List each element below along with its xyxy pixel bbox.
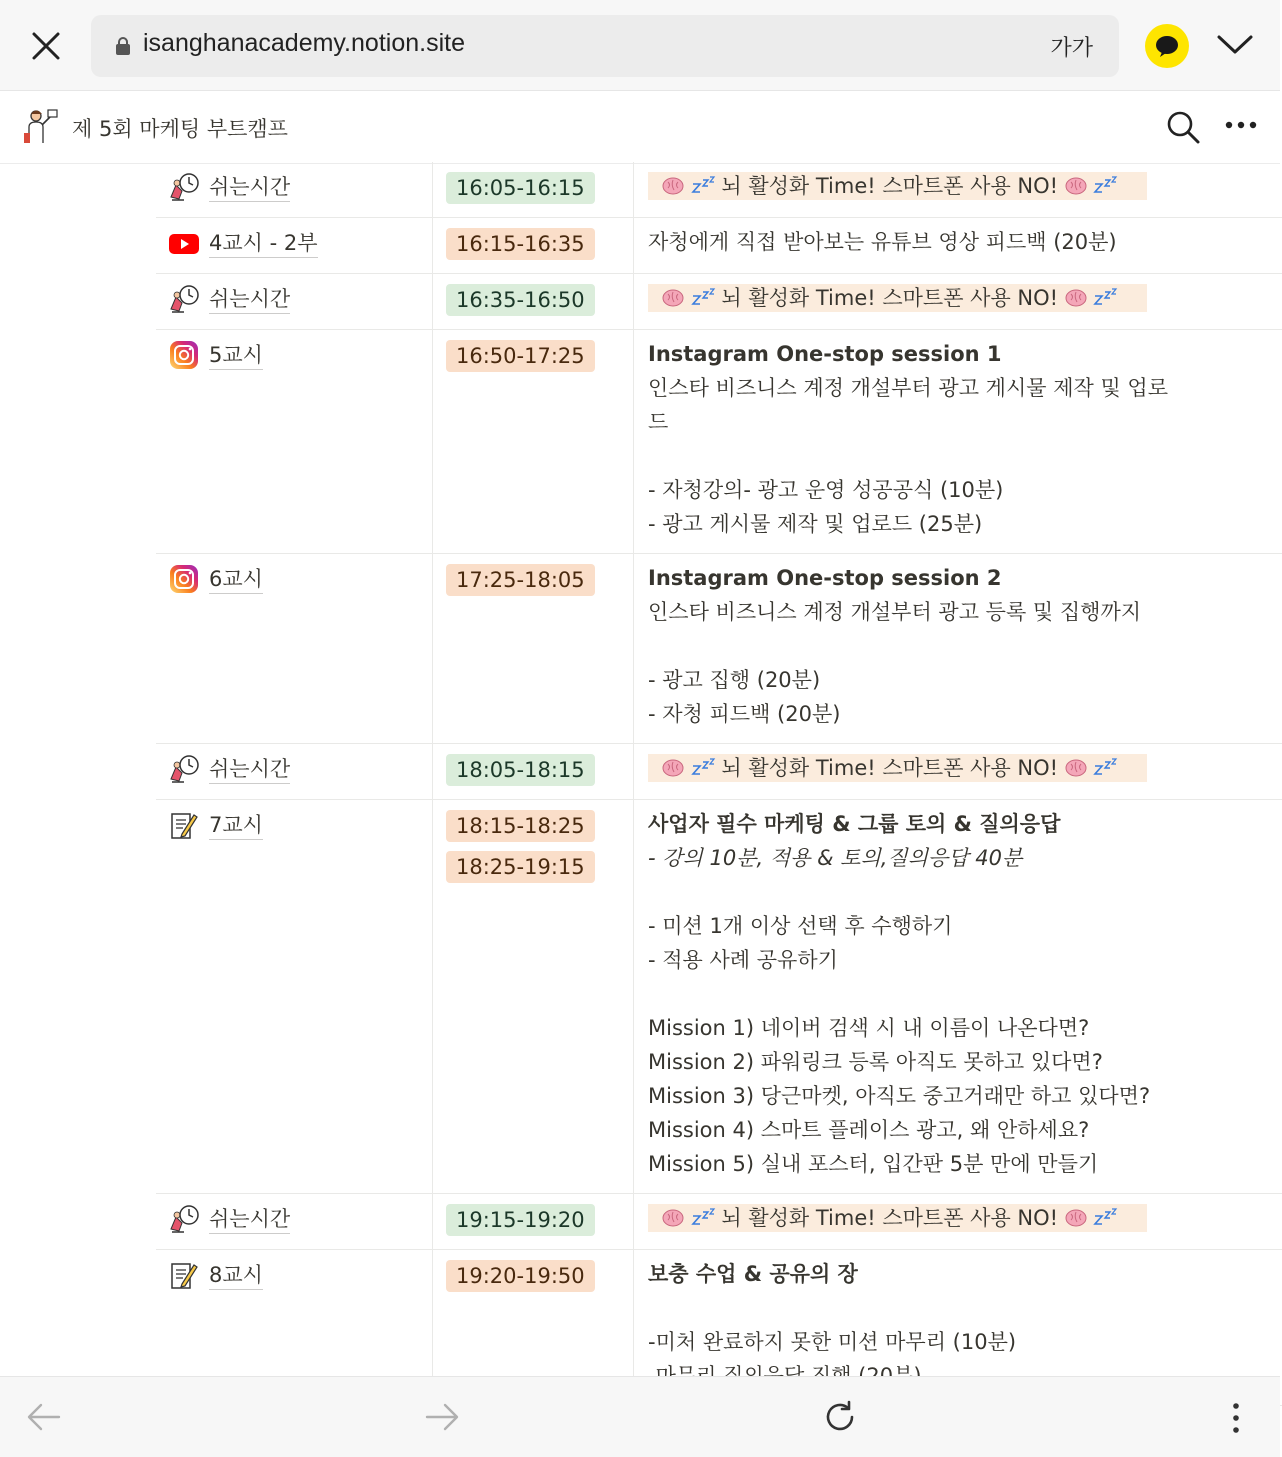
brain-text: 뇌 활성화 Time! 스마트폰 사용 NO! — [721, 756, 1059, 780]
page-content — [0, 164, 1280, 1374]
session-label[interactable]: 5교시 — [209, 341, 263, 370]
description-line: - 적용 사례 공유하기 — [648, 948, 838, 972]
description-cell — [634, 744, 1282, 797]
session-cell[interactable] — [156, 162, 432, 204]
zzz-icon — [1093, 286, 1117, 310]
description-line: - 자청 피드백 (20분) — [648, 702, 841, 726]
instagram-icon — [168, 563, 200, 595]
description-line — [648, 439, 1268, 473]
description-cell — [634, 1194, 1282, 1247]
session-cell[interactable] — [156, 1250, 432, 1292]
description-line: 인스타 비즈니스 계정 개설부터 광고 등록 및 집행까지 — [648, 600, 1142, 624]
instagram-icon — [168, 339, 200, 371]
time-cell — [433, 1194, 633, 1249]
session-cell[interactable] — [156, 274, 432, 316]
time-tag: 17:25-18:05 — [446, 564, 595, 596]
description-line: 보충 수업 & 공유의 장 — [648, 1262, 858, 1286]
brain-icon — [1065, 174, 1087, 198]
time-cell — [433, 1250, 633, 1305]
search-icon[interactable] — [1165, 109, 1201, 145]
brain-text: 뇌 활성화 Time! 스마트폰 사용 NO! — [721, 286, 1059, 310]
schedule-row — [156, 162, 1282, 218]
session-label[interactable]: 8교시 — [209, 1261, 263, 1290]
brain-icon — [662, 174, 684, 198]
session-label[interactable]: 6교시 — [209, 565, 263, 594]
description-line — [648, 875, 1268, 909]
rest-icon — [168, 171, 200, 203]
browser-toolbar — [0, 0, 1280, 91]
more-options-icon[interactable] — [1224, 115, 1258, 135]
brain-icon — [662, 756, 684, 780]
description-line — [648, 977, 1268, 1011]
brain-icon — [662, 1206, 684, 1230]
description-line: 인스타 비즈니스 계정 개설부터 광고 게시물 제작 및 업로 — [648, 376, 1168, 400]
lock-icon — [115, 37, 131, 55]
description-line: Instagram One-stop session 1 — [648, 342, 1002, 366]
description-line: -미처 완료하지 못한 미션 마무리 (10분) — [648, 1330, 1017, 1354]
schedule-row — [156, 274, 1282, 330]
time-tag: 19:15-19:20 — [446, 1204, 595, 1236]
browser-bottom-bar — [0, 1376, 1280, 1457]
close-icon[interactable] — [30, 30, 62, 62]
time-cell — [433, 162, 633, 217]
youtube-icon — [168, 227, 200, 259]
brain-icon — [1065, 286, 1087, 310]
description-cell — [634, 554, 1282, 743]
description-line: - 강의 10분, 적용 & 토의,질의응답 40분 — [648, 846, 1023, 870]
session-label[interactable]: 4교시 - 2부 — [209, 229, 318, 258]
zzz-icon — [691, 174, 715, 198]
session-cell[interactable] — [156, 744, 432, 786]
memo-icon — [168, 1259, 200, 1291]
time-cell — [433, 800, 633, 896]
time-cell — [433, 274, 633, 329]
time-tag: 16:15-16:35 — [446, 228, 595, 260]
menu-kebab-icon[interactable] — [1226, 1401, 1246, 1435]
time-tag: 18:05-18:15 — [446, 754, 595, 786]
description-cell — [634, 800, 1282, 1193]
description-line — [648, 629, 1268, 663]
refresh-icon[interactable] — [822, 1399, 858, 1435]
schedule-table — [156, 162, 1282, 1406]
schedule-row — [156, 1194, 1282, 1250]
time-cell — [433, 330, 633, 385]
time-tag: 16:35-16:50 — [446, 284, 595, 316]
time-tag: 18:25-19:15 — [446, 851, 595, 883]
memo-icon — [168, 809, 200, 841]
brain-break-callout — [648, 172, 1147, 200]
brain-icon — [1065, 756, 1087, 780]
description-cell — [634, 162, 1282, 215]
zzz-icon — [1093, 756, 1117, 780]
zzz-icon — [691, 286, 715, 310]
forward-arrow-icon[interactable] — [424, 1401, 460, 1433]
description-line: Mission 4) 스마트 플레이스 광고, 왜 안하세요? — [648, 1118, 1090, 1142]
description-line: - 미션 1개 이상 선택 후 수행하기 — [648, 914, 953, 938]
zzz-icon — [1093, 1206, 1117, 1230]
session-label[interactable]: 쉬는시간 — [209, 1205, 290, 1234]
description-line: 사업자 필수 마케팅 & 그룹 토의 & 질의응답 — [648, 812, 1061, 836]
description-line — [648, 1291, 1268, 1325]
description-line: Mission 1) 네이버 검색 시 내 이름이 나온다면? — [648, 1016, 1090, 1040]
description-line: - 광고 게시물 제작 및 업로드 (25분) — [648, 512, 983, 536]
session-label[interactable]: 쉬는시간 — [209, 173, 290, 202]
session-cell[interactable] — [156, 554, 432, 596]
notion-header — [0, 91, 1280, 164]
rest-icon — [168, 1203, 200, 1235]
schedule-row — [156, 218, 1282, 274]
time-tag: 16:50-17:25 — [446, 340, 595, 372]
person-presenting-icon — [22, 107, 60, 145]
brain-icon — [1065, 1206, 1087, 1230]
session-cell[interactable] — [156, 1194, 432, 1236]
zzz-icon — [691, 1206, 715, 1230]
text-size-button[interactable]: 가가 — [1050, 36, 1093, 61]
description-line: Mission 5) 실내 포스터, 입간판 5분 만에 만들기 — [648, 1152, 1099, 1176]
brain-icon — [662, 286, 684, 310]
schedule-row — [156, 744, 1282, 800]
description-cell — [634, 218, 1282, 271]
chevron-down-icon[interactable] — [1216, 33, 1254, 57]
schedule-row — [156, 330, 1282, 554]
time-tag: 18:15-18:25 — [446, 810, 595, 842]
kakaotalk-icon[interactable] — [1145, 24, 1189, 68]
description-line: Instagram One-stop session 2 — [648, 566, 1002, 590]
rest-icon — [168, 753, 200, 785]
description-line: Mission 3) 당근마켓, 아직도 중고거래만 하고 있다면? — [648, 1084, 1151, 1108]
page-title[interactable]: 제 5회 마케팅 부트캠프 — [72, 117, 288, 141]
description-line: 드 — [648, 410, 669, 434]
session-label[interactable]: 7교시 — [209, 811, 263, 840]
session-label[interactable]: 쉬는시간 — [209, 755, 290, 784]
session-cell[interactable] — [156, 218, 432, 260]
time-tag: 16:05-16:15 — [446, 172, 595, 204]
rest-icon — [168, 283, 200, 315]
zzz-icon — [691, 756, 715, 780]
time-cell — [433, 554, 633, 609]
description-cell — [634, 274, 1282, 327]
description-line: 자청에게 직접 받아보는 유튜브 영상 피드백 (20분) — [648, 230, 1117, 254]
description-cell — [634, 330, 1282, 553]
session-cell[interactable] — [156, 800, 432, 842]
zzz-icon — [1093, 174, 1117, 198]
brain-text: 뇌 활성화 Time! 스마트폰 사용 NO! — [721, 1206, 1059, 1230]
session-label[interactable]: 쉬는시간 — [209, 285, 290, 314]
back-arrow-icon[interactable] — [26, 1401, 62, 1433]
schedule-row — [156, 800, 1282, 1194]
schedule-row — [156, 554, 1282, 744]
brain-break-callout — [648, 284, 1147, 312]
time-tag: 19:20-19:50 — [446, 1260, 595, 1292]
time-cell — [433, 744, 633, 799]
url-text[interactable]: isanghanacademy.notion.site — [143, 29, 465, 57]
session-cell[interactable] — [156, 330, 432, 372]
brain-break-callout — [648, 754, 1147, 782]
description-line: - 자청강의- 광고 운영 성공공식 (10분) — [648, 478, 1004, 502]
brain-break-callout — [648, 1204, 1147, 1232]
brain-text: 뇌 활성화 Time! 스마트폰 사용 NO! — [721, 174, 1059, 198]
address-bar[interactable] — [91, 15, 1119, 77]
time-cell — [433, 218, 633, 273]
description-line: - 광고 집행 (20분) — [648, 668, 821, 692]
description-line: Mission 2) 파워링크 등록 아직도 못하고 있다면? — [648, 1050, 1103, 1074]
